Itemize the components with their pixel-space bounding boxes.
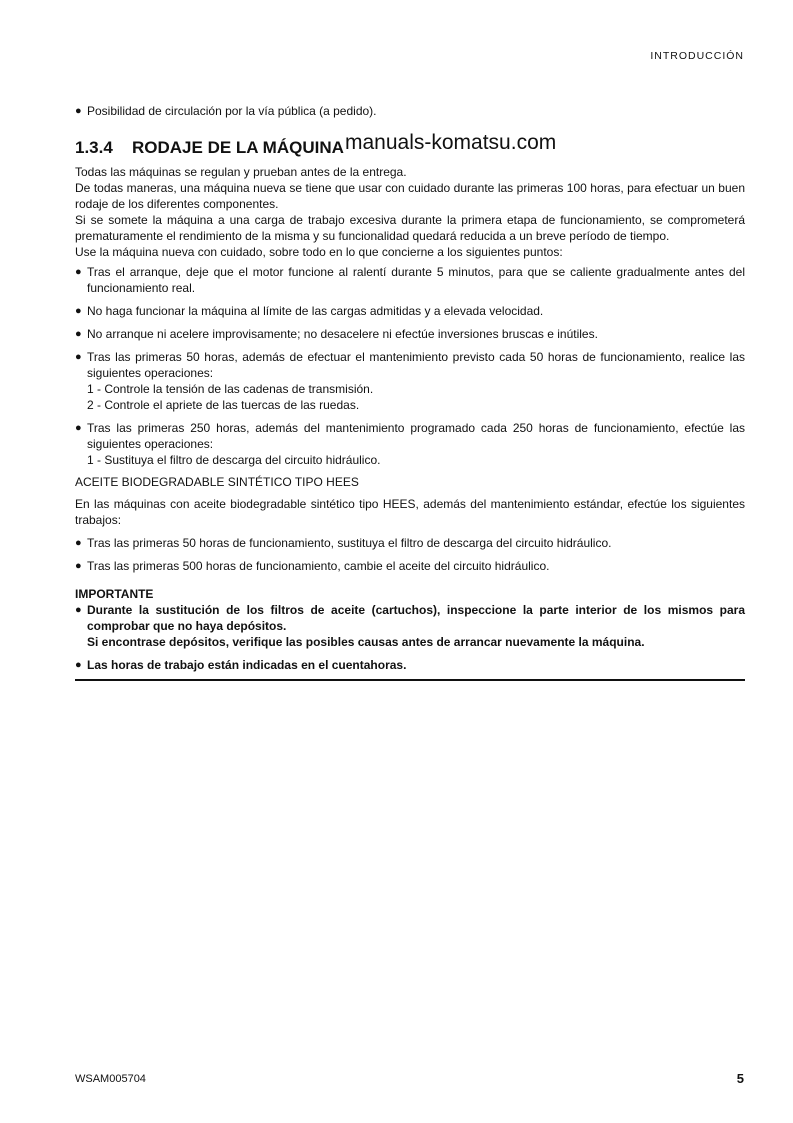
- list-item-text: Tras las primeras 50 horas, además de efectuar el mantenimiento previsto cada 50 horas de funcionamiento, realice las siguientes operaciones:: [87, 350, 745, 380]
- paragraph: Use la máquina nueva con cuidado, sobre todo en lo que concierne a los siguientes puntos:: [75, 245, 563, 259]
- list-item-text: Tras el arranque, deje que el motor funcione al ralentí durante 5 minutos, para que se caliente gradualmente antes del funcionamiento real.: [87, 265, 745, 295]
- hees-item: [75, 558, 745, 574]
- running-header: INTRODUCCIÓN: [650, 50, 744, 62]
- bullet-icon: ●: [75, 328, 82, 340]
- section-title: RODAJE DE LA MÁQUINA: [132, 138, 344, 157]
- important-item: [75, 657, 745, 673]
- important-item-text: Las horas de trabajo están indicadas en el cuentahoras.: [87, 658, 407, 672]
- bullet-icon: ●: [75, 537, 82, 549]
- page-content: [75, 103, 745, 681]
- paragraph: De todas maneras, una máquina nueva se tiene que usar con cuidado durante las primeras 100 horas, para efectuar un buen rodaje de los diferentes componentes.: [75, 181, 745, 211]
- sub-item: 1 - Sustituya el filtro de descarga del circuito hidráulico.: [87, 453, 381, 467]
- important-item: [75, 602, 745, 634]
- paragraph: Si se somete la máquina a una carga de trabajo excesiva durante la primera etapa de funcionamiento, se comprometerá prematuramente el rendimiento de la misma y su funcionalidad quedará reducida a un breve período de tiempo.: [75, 213, 745, 243]
- bullet-icon: ●: [75, 305, 82, 317]
- list-item: [75, 264, 745, 296]
- bullet-icon: ●: [75, 422, 82, 434]
- page-number: 5: [736, 1071, 744, 1086]
- bullet-icon: ●: [75, 105, 82, 117]
- hees-item: [75, 535, 745, 551]
- hees-heading: ACEITE BIODEGRADABLE SINTÉTICO TIPO HEES: [75, 475, 359, 489]
- bullet-icon: ●: [75, 351, 82, 363]
- hees-item-text: Tras las primeras 50 horas de funcionamiento, sustituya el filtro de descarga del circuito hidráulico.: [87, 536, 612, 550]
- watermark: manuals-komatsu.com: [345, 131, 557, 154]
- bullet-icon: ●: [75, 560, 82, 572]
- section-number: 1.3.4: [75, 138, 113, 157]
- bullet-icon: ●: [75, 659, 82, 671]
- list-item: [75, 420, 745, 452]
- hees-item-text: Tras las primeras 500 horas de funcionamiento, cambie el aceite del circuito hidráulico.: [87, 559, 550, 573]
- sub-item: 1 - Controle la tensión de las cadenas de transmisión.: [87, 382, 374, 396]
- list-item-text: No arranque ni acelere improvisamente; no desacelere ni efectúe inversiones bruscas e inútiles.: [87, 327, 598, 341]
- paragraph: Todas las máquinas se regulan y prueban antes de la entrega.: [75, 165, 407, 179]
- intro-bullet-text: Posibilidad de circulación por la vía pública (a pedido).: [87, 104, 377, 118]
- document-code: WSAM005704: [75, 1073, 146, 1085]
- bullet-icon: ●: [75, 266, 82, 278]
- list-item: [75, 326, 745, 342]
- intro-bullet: [75, 103, 745, 119]
- important-title: IMPORTANTE: [75, 587, 154, 601]
- hees-intro: En las máquinas con aceite biodegradable sintético tipo HEES, además del mantenimiento estándar, efectúe los siguientes trabajos:: [75, 497, 745, 527]
- bullet-icon: ●: [75, 604, 82, 616]
- important-item-text: Durante la sustitución de los filtros de aceite (cartuchos), inspeccione la parte interior de los mismos para comprobar que no haya depósitos.: [87, 603, 745, 633]
- section-heading: [75, 138, 745, 158]
- sub-item: 2 - Controle el apriete de las tuercas de las ruedas.: [87, 398, 360, 412]
- divider: [75, 679, 745, 681]
- list-item: [75, 349, 745, 381]
- list-item: [75, 303, 745, 319]
- important-item-continuation: Si encontrase depósitos, verifique las posibles causas antes de arrancar nuevamente la máquina.: [87, 635, 645, 649]
- list-item-text: No haga funcionar la máquina al límite de las cargas admitidas y a elevada velocidad.: [87, 304, 544, 318]
- list-item-text: Tras las primeras 250 horas, además del mantenimiento programado cada 250 horas de funcionamiento, efectúe las siguientes operaciones:: [87, 421, 745, 451]
